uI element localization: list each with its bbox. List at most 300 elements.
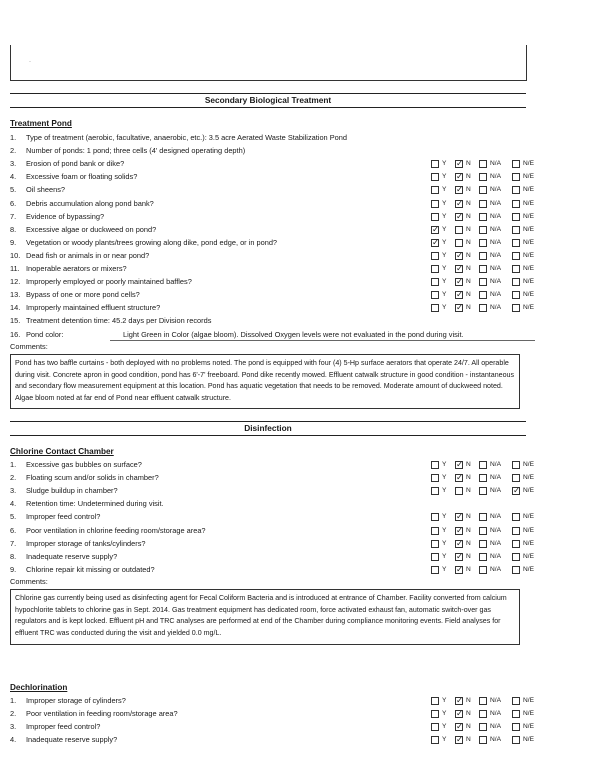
checkbox-ne[interactable] bbox=[512, 200, 520, 208]
checkbox-label-y: Y bbox=[442, 539, 447, 547]
checkbox-label-n: N bbox=[466, 526, 471, 534]
checkbox-label-na: N/A bbox=[490, 539, 501, 547]
dechlor-item-row bbox=[10, 734, 534, 746]
pond-item-row bbox=[10, 263, 534, 275]
item-number: 1. bbox=[10, 133, 17, 142]
pond-item-row bbox=[10, 289, 534, 301]
checkbox-ne[interactable] bbox=[512, 553, 520, 561]
pond-item-row bbox=[10, 315, 530, 327]
pond-item-row bbox=[10, 276, 534, 288]
item-number: 13. bbox=[10, 290, 21, 300]
item-number: 8. bbox=[10, 551, 17, 561]
checkbox-ne[interactable] bbox=[512, 226, 520, 234]
checkbox-label-ne: N/E bbox=[523, 251, 534, 259]
checkbox-ne[interactable] bbox=[512, 278, 520, 286]
item-number: 6. bbox=[10, 198, 17, 208]
item-text: Improper feed control? bbox=[26, 512, 101, 522]
checkbox-y[interactable] bbox=[431, 736, 439, 744]
checkbox-label-y: Y bbox=[442, 160, 447, 168]
checkbox-ne[interactable] bbox=[512, 265, 520, 273]
checkbox-ne[interactable] bbox=[512, 160, 520, 168]
item-number: 1. bbox=[10, 696, 17, 705]
checkbox-na[interactable] bbox=[479, 736, 487, 744]
checkbox-label-ne: N/E bbox=[523, 225, 534, 233]
checkbox-na[interactable] bbox=[479, 513, 487, 521]
checkbox-n[interactable] bbox=[455, 160, 463, 168]
checkbox-ne[interactable] bbox=[512, 173, 520, 181]
checkbox-label-ne: N/E bbox=[523, 513, 534, 521]
item-text: Vegetation or woody plants/trees growing along dike, pond edge, or in pond? bbox=[26, 237, 278, 247]
item-number: 14. bbox=[10, 303, 21, 313]
checkbox-label-ne: N/E bbox=[523, 199, 534, 207]
checkbox-label-na: N/A bbox=[490, 513, 501, 521]
checkbox-na[interactable] bbox=[479, 527, 487, 535]
secondary-comments-box: Pond has two baffle curtains - both deployed with no problems noted. The pond is equipped with four (4) 5-Hp surface aerators that operate 24/7. All operable during visit. Concrete apron in good condition, pond has 6'-7' freeboard. Pond dike recently mowed. Effluent catwalk structure in good condition - instantaneous and secondary flow measurement equipment at this location. Pond has aquatic vegetation that needs to be removed. Moderate amount of duckweed noted. Algae bloom noted at far end of Pond near effluent catwalk structure. bbox=[10, 354, 520, 409]
chlorine-item-0-choices bbox=[431, 459, 537, 471]
checkbox-y[interactable] bbox=[431, 304, 439, 312]
item-number: 3. bbox=[10, 486, 17, 496]
checkbox-label-na: N/A bbox=[490, 265, 501, 272]
item-text: Improper storage of tanks/cylinders? bbox=[26, 538, 146, 548]
checkbox-label-n: N bbox=[466, 291, 471, 299]
checkbox-na[interactable] bbox=[479, 304, 487, 312]
item-number: 2. bbox=[10, 146, 17, 156]
item-number: 4. bbox=[10, 172, 17, 182]
checkbox-y[interactable] bbox=[431, 461, 439, 469]
checkbox-n[interactable] bbox=[455, 487, 463, 495]
checkbox-na[interactable] bbox=[479, 186, 487, 194]
pond-item-row bbox=[10, 237, 534, 249]
checkbox-n[interactable] bbox=[455, 186, 463, 194]
checkbox-y[interactable] bbox=[431, 265, 439, 273]
pond-item-row bbox=[10, 184, 534, 196]
checkbox-ne[interactable] bbox=[512, 213, 520, 221]
section-header-disinfection: Disinfection bbox=[10, 421, 526, 436]
checkbox-na[interactable] bbox=[479, 239, 487, 247]
chlorine-item-row bbox=[10, 564, 534, 576]
item-number: 12. bbox=[10, 277, 21, 287]
checkbox-n[interactable] bbox=[455, 697, 463, 705]
checkbox-label-n: N bbox=[466, 251, 471, 259]
checkbox-ne[interactable] bbox=[512, 291, 520, 299]
checkbox-na[interactable] bbox=[479, 252, 487, 260]
item-text: Sludge buildup in chamber? bbox=[26, 486, 118, 496]
checkbox-label-n: N bbox=[466, 186, 471, 194]
item-number: 6. bbox=[10, 525, 17, 535]
checkbox-na[interactable] bbox=[479, 160, 487, 168]
checkbox-label-y: Y bbox=[442, 278, 447, 286]
checkbox-label-n: N bbox=[466, 723, 471, 731]
checkbox-label-na: N/A bbox=[490, 461, 501, 468]
checkbox-n[interactable] bbox=[455, 474, 463, 482]
checkbox-label-na: N/A bbox=[490, 251, 501, 259]
pond-item-7-choices bbox=[431, 224, 537, 236]
checkbox-label-ne: N/E bbox=[523, 278, 534, 286]
checkbox-label-ne: N/E bbox=[523, 304, 534, 312]
checkbox-label-ne: N/E bbox=[523, 238, 534, 246]
item-text: Dead fish or animals in or near pond? bbox=[26, 250, 150, 260]
checkbox-label-y: Y bbox=[442, 291, 447, 299]
checkbox-na[interactable] bbox=[479, 566, 487, 574]
item-number: 3. bbox=[10, 159, 17, 169]
checkbox-label-ne: N/E bbox=[523, 160, 534, 168]
checkbox-label-na: N/A bbox=[490, 238, 501, 246]
chlorine-item-row bbox=[10, 498, 530, 510]
checkbox-n[interactable] bbox=[455, 710, 463, 718]
checkbox-n[interactable] bbox=[455, 566, 463, 574]
checkbox-label-n: N bbox=[466, 552, 471, 560]
pond-item-13-choices bbox=[431, 302, 537, 314]
checkbox-label-na: N/A bbox=[490, 199, 501, 207]
item-text: Bypass of one or more pond cells? bbox=[26, 290, 140, 300]
checkbox-label-ne: N/E bbox=[523, 736, 534, 744]
checkbox-label-n: N bbox=[466, 474, 471, 482]
pond-item-2-choices bbox=[431, 158, 537, 170]
pond-item-11-choices bbox=[431, 276, 537, 288]
checkbox-label-y: Y bbox=[442, 723, 447, 731]
item-text: Debris accumulation along pond bank? bbox=[26, 198, 154, 208]
checkbox-y[interactable] bbox=[431, 553, 439, 561]
item-number: 7. bbox=[10, 538, 17, 548]
dechlor-item-2-choices bbox=[431, 721, 537, 733]
checkbox-label-y: Y bbox=[442, 212, 447, 220]
checkbox-label-n: N bbox=[466, 736, 471, 744]
item-text: Treatment detention time: 45.2 days per Division records bbox=[26, 316, 212, 326]
checkbox-n[interactable] bbox=[455, 291, 463, 299]
checkbox-ne[interactable] bbox=[512, 736, 520, 744]
checkbox-label-n: N bbox=[466, 173, 471, 181]
item-text: Poor ventilation in feeding room/storage area? bbox=[26, 709, 178, 719]
section-header-secondary: Secondary Biological Treatment bbox=[10, 93, 526, 108]
checkbox-ne[interactable] bbox=[512, 723, 520, 731]
item-text: Improperly employed or poorly maintained baffles? bbox=[26, 277, 192, 287]
pond-item-3-choices bbox=[431, 171, 537, 183]
checkbox-label-y: Y bbox=[442, 710, 447, 718]
checkbox-n[interactable] bbox=[455, 553, 463, 561]
checkbox-ne[interactable] bbox=[512, 461, 520, 469]
checkbox-label-na: N/A bbox=[490, 173, 501, 181]
pond-item-8-choices bbox=[431, 237, 537, 249]
chlorine-item-8-choices bbox=[431, 564, 537, 576]
item-number: 8. bbox=[10, 224, 17, 234]
checkbox-na[interactable] bbox=[479, 553, 487, 561]
item-text: Pond color: bbox=[26, 329, 64, 339]
checkbox-ne[interactable] bbox=[512, 239, 520, 247]
checkbox-y[interactable] bbox=[431, 226, 439, 234]
checkbox-label-na: N/A bbox=[490, 697, 501, 704]
checkbox-y[interactable] bbox=[431, 697, 439, 705]
checkbox-label-na: N/A bbox=[490, 212, 501, 220]
chlorine-item-5-choices bbox=[431, 525, 537, 537]
dechlor-item-row bbox=[10, 695, 534, 707]
checkbox-na[interactable] bbox=[479, 697, 487, 705]
checkbox-label-n: N bbox=[466, 565, 471, 573]
checkbox-label-y: Y bbox=[442, 173, 447, 181]
checkbox-label-ne: N/E bbox=[523, 697, 534, 704]
checkbox-n[interactable] bbox=[455, 226, 463, 234]
checkbox-n[interactable] bbox=[455, 213, 463, 221]
checkbox-n[interactable] bbox=[455, 265, 463, 273]
pond-item-9-choices bbox=[431, 250, 537, 262]
item-text: Retention time: Undetermined during visit. bbox=[26, 499, 164, 509]
checkbox-n[interactable] bbox=[455, 200, 463, 208]
checkbox-na[interactable] bbox=[479, 474, 487, 482]
checkbox-label-na: N/A bbox=[490, 474, 501, 482]
checkbox-label-n: N bbox=[466, 461, 471, 468]
item-text: Poor ventilation in chlorine feeding room/storage area? bbox=[26, 525, 206, 535]
chlorine-item-4-choices bbox=[431, 511, 537, 523]
disinfection-comments-box: Chlorine gas currently being used as disinfecting agent for Fecal Coliform Bacteria and is introduced at entrance of Chamber. Facility converted from calcium hypochlorite tablets to chlorine gas in Sept. 2014. Gas treatment equipment has dedicated room, force activated exhaust fan, automatic switch-over gas regulators and is kept locked. Effluent pH and TRC analyses are performed at end of the Chamber during compliance monitoring events. Field analyses for effluent TRC was conducted during the visit and yielded 0.0 mg/L. bbox=[10, 589, 520, 645]
checkbox-label-y: Y bbox=[442, 474, 447, 482]
checkbox-ne[interactable] bbox=[512, 252, 520, 260]
checkbox-label-ne: N/E bbox=[523, 723, 534, 731]
checkbox-label-ne: N/E bbox=[523, 565, 534, 573]
checkbox-n[interactable] bbox=[455, 513, 463, 521]
chlorine-item-row bbox=[10, 551, 534, 563]
checkbox-label-ne: N/E bbox=[523, 710, 534, 718]
checkbox-n[interactable] bbox=[455, 461, 463, 469]
checkbox-na[interactable] bbox=[479, 487, 487, 495]
chlorine-item-2-choices bbox=[431, 485, 537, 497]
pond-item-row bbox=[10, 250, 534, 262]
item-text: Excessive foam or floating solids? bbox=[26, 172, 138, 182]
checkbox-label-na: N/A bbox=[490, 278, 501, 286]
checkbox-label-n: N bbox=[466, 160, 471, 168]
checkbox-label-na: N/A bbox=[490, 291, 501, 299]
checkbox-na[interactable] bbox=[479, 461, 487, 469]
checkbox-na[interactable] bbox=[479, 723, 487, 731]
checkbox-label-y: Y bbox=[442, 265, 447, 272]
checkbox-label-n: N bbox=[466, 278, 471, 286]
checkbox-label-na: N/A bbox=[490, 736, 501, 744]
chlorine-item-row bbox=[10, 511, 534, 523]
dechlor-item-1-choices bbox=[431, 708, 537, 720]
checkbox-ne[interactable] bbox=[512, 186, 520, 194]
checkbox-label-y: Y bbox=[442, 565, 447, 573]
checkbox-label-n: N bbox=[466, 539, 471, 547]
checkbox-label-y: Y bbox=[442, 513, 447, 521]
checkbox-label-y: Y bbox=[442, 552, 447, 560]
checkbox-label-y: Y bbox=[442, 487, 447, 495]
checkbox-na[interactable] bbox=[479, 710, 487, 718]
checkbox-label-ne: N/E bbox=[523, 265, 534, 272]
checkbox-ne[interactable] bbox=[512, 697, 520, 705]
pond-item-row bbox=[10, 211, 534, 223]
checkbox-label-na: N/A bbox=[490, 487, 501, 495]
checkbox-label-na: N/A bbox=[490, 225, 501, 233]
checkbox-label-y: Y bbox=[442, 304, 447, 312]
checkbox-na[interactable] bbox=[479, 540, 487, 548]
item-text: Oil sheens? bbox=[26, 185, 66, 195]
checkbox-na[interactable] bbox=[479, 213, 487, 221]
checkbox-label-y: Y bbox=[442, 225, 447, 233]
item-text: Number of ponds: 1 pond; three cells (4' designed operating depth) bbox=[26, 146, 246, 156]
checkbox-ne[interactable] bbox=[512, 513, 520, 521]
checkbox-label-na: N/A bbox=[490, 186, 501, 194]
dechlor-item-0-choices bbox=[431, 695, 537, 707]
checkbox-label-na: N/A bbox=[490, 710, 501, 718]
checkbox-label-n: N bbox=[466, 199, 471, 207]
checkbox-label-n: N bbox=[466, 265, 471, 272]
pond-item-row bbox=[10, 158, 534, 170]
checkbox-label-ne: N/E bbox=[523, 173, 534, 181]
item-text: Floating scum and/or solids in chamber? bbox=[26, 473, 159, 483]
item-text: Type of treatment (aerobic, facultative, anaerobic, etc.): 3.5 acre Aerated Waste Stabilization Pond bbox=[26, 133, 347, 142]
dechlor-item-row bbox=[10, 708, 534, 720]
checkbox-ne[interactable] bbox=[512, 487, 520, 495]
checkbox-label-ne: N/E bbox=[523, 526, 534, 534]
dechlor-item-3-choices bbox=[431, 734, 537, 746]
item-number: 4. bbox=[10, 735, 17, 745]
previous-section-box bbox=[10, 45, 527, 81]
checkbox-label-n: N bbox=[466, 212, 471, 220]
checkbox-label-n: N bbox=[466, 513, 471, 521]
item-number: 9. bbox=[10, 237, 17, 247]
checkbox-y[interactable] bbox=[431, 252, 439, 260]
checkbox-label-n: N bbox=[466, 710, 471, 718]
item-number: 5. bbox=[10, 512, 17, 522]
checkbox-na[interactable] bbox=[479, 265, 487, 273]
checkbox-label-n: N bbox=[466, 487, 471, 495]
item-text: Excessive algae or duckweed on pond? bbox=[26, 224, 157, 234]
checkbox-y[interactable] bbox=[431, 710, 439, 718]
pond-color-value: Light Green in Color (algae bloom). Dissolved Oxygen levels were not evaluated in the pond during visit. bbox=[123, 329, 464, 339]
chlorine-item-1-choices bbox=[431, 472, 537, 484]
item-number: 11. bbox=[10, 264, 20, 273]
checkbox-ne[interactable] bbox=[512, 566, 520, 574]
item-text: Evidence of bypassing? bbox=[26, 211, 105, 221]
checkbox-ne[interactable] bbox=[512, 540, 520, 548]
item-number: 2. bbox=[10, 473, 17, 483]
checkbox-label-na: N/A bbox=[490, 552, 501, 560]
checkbox-label-y: Y bbox=[442, 199, 447, 207]
chlorine-item-6-choices bbox=[431, 538, 537, 550]
subsection-dechlorination: Dechlorination bbox=[10, 683, 68, 692]
item-number: 9. bbox=[10, 564, 17, 574]
checkbox-n[interactable] bbox=[455, 252, 463, 260]
item-text: Chlorine repair kit missing or outdated? bbox=[26, 564, 155, 574]
checkbox-label-y: Y bbox=[442, 697, 447, 704]
pond-item-row bbox=[10, 145, 530, 157]
chlorine-item-row bbox=[10, 485, 534, 497]
checkbox-y[interactable] bbox=[431, 723, 439, 731]
subsection-treatment-pond: Treatment Pond bbox=[10, 119, 72, 128]
checkbox-label-y: Y bbox=[442, 186, 447, 194]
checkbox-label-y: Y bbox=[442, 736, 447, 744]
chlorine-item-row bbox=[10, 459, 534, 471]
checkbox-n[interactable] bbox=[455, 527, 463, 535]
checkbox-y[interactable] bbox=[431, 186, 439, 194]
checkbox-y[interactable] bbox=[431, 566, 439, 574]
checkbox-label-n: N bbox=[466, 697, 471, 704]
chlorine-item-row bbox=[10, 472, 534, 484]
chlorine-item-row bbox=[10, 525, 534, 537]
checkbox-label-ne: N/E bbox=[523, 212, 534, 220]
item-text: Improper storage of cylinders? bbox=[26, 696, 126, 705]
item-text: Erosion of pond bank or dike? bbox=[26, 159, 125, 169]
mark: · bbox=[29, 59, 31, 65]
checkbox-y[interactable] bbox=[431, 291, 439, 299]
pond-item-row bbox=[10, 329, 530, 341]
checkbox-n[interactable] bbox=[455, 278, 463, 286]
checkbox-na[interactable] bbox=[479, 291, 487, 299]
item-number: 15. bbox=[10, 316, 21, 326]
item-text: Improperly maintained effluent structure? bbox=[26, 303, 161, 313]
checkbox-label-ne: N/E bbox=[523, 552, 534, 560]
checkbox-n[interactable] bbox=[455, 304, 463, 312]
checkbox-n[interactable] bbox=[455, 540, 463, 548]
item-number: 2. bbox=[10, 709, 17, 719]
checkbox-n[interactable] bbox=[455, 723, 463, 731]
item-number: 1. bbox=[10, 460, 17, 469]
checkbox-y[interactable] bbox=[431, 213, 439, 221]
checkbox-y[interactable] bbox=[431, 513, 439, 521]
checkbox-y[interactable] bbox=[431, 278, 439, 286]
item-number: 5. bbox=[10, 185, 17, 195]
checkbox-na[interactable] bbox=[479, 278, 487, 286]
pond-item-5-choices bbox=[431, 198, 537, 210]
item-text: Inadequate reserve supply? bbox=[26, 551, 118, 561]
checkbox-n[interactable] bbox=[455, 239, 463, 247]
comments-label: Comments: bbox=[10, 342, 48, 351]
checkbox-label-na: N/A bbox=[490, 723, 501, 731]
checkbox-label-ne: N/E bbox=[523, 487, 534, 495]
item-text: Inadequate reserve supply? bbox=[26, 735, 118, 745]
checkbox-y[interactable] bbox=[431, 239, 439, 247]
checkbox-ne[interactable] bbox=[512, 474, 520, 482]
pond-item-row bbox=[10, 224, 534, 236]
checkbox-label-y: Y bbox=[442, 238, 447, 246]
item-number: 10. bbox=[10, 250, 21, 260]
checkbox-label-na: N/A bbox=[490, 304, 501, 312]
pond-item-row bbox=[10, 198, 534, 210]
pond-item-10-choices bbox=[431, 263, 537, 275]
checkbox-label-ne: N/E bbox=[523, 291, 534, 299]
checkbox-y[interactable] bbox=[431, 540, 439, 548]
item-text: Inoperable aerators or mixers? bbox=[26, 264, 127, 273]
item-text: Excessive gas bubbles on surface? bbox=[26, 460, 142, 469]
checkbox-y[interactable] bbox=[431, 474, 439, 482]
chlorine-item-row bbox=[10, 538, 534, 550]
checkbox-na[interactable] bbox=[479, 226, 487, 234]
checkbox-y[interactable] bbox=[431, 200, 439, 208]
checkbox-label-na: N/A bbox=[490, 526, 501, 534]
checkbox-label-y: Y bbox=[442, 461, 447, 468]
checkbox-y[interactable] bbox=[431, 487, 439, 495]
checkbox-label-ne: N/E bbox=[523, 461, 534, 468]
checkbox-y[interactable] bbox=[431, 173, 439, 181]
item-text: Improper feed control? bbox=[26, 722, 101, 732]
checkbox-ne[interactable] bbox=[512, 710, 520, 718]
pond-item-4-choices bbox=[431, 184, 537, 196]
comments-label: Comments: bbox=[10, 577, 48, 586]
checkbox-label-y: Y bbox=[442, 526, 447, 534]
checkbox-n[interactable] bbox=[455, 173, 463, 181]
checkbox-na[interactable] bbox=[479, 200, 487, 208]
checkbox-y[interactable] bbox=[431, 527, 439, 535]
checkbox-na[interactable] bbox=[479, 173, 487, 181]
checkbox-label-n: N bbox=[466, 238, 471, 246]
checkbox-ne[interactable] bbox=[512, 527, 520, 535]
item-number: 3. bbox=[10, 722, 17, 732]
checkbox-ne[interactable] bbox=[512, 304, 520, 312]
checkbox-n[interactable] bbox=[455, 736, 463, 744]
dechlor-item-row bbox=[10, 721, 534, 733]
checkbox-label-y: Y bbox=[442, 251, 447, 259]
pond-item-6-choices bbox=[431, 211, 537, 223]
checkbox-y[interactable] bbox=[431, 160, 439, 168]
subsection-chlorine-contact: Chlorine Contact Chamber bbox=[10, 447, 114, 456]
